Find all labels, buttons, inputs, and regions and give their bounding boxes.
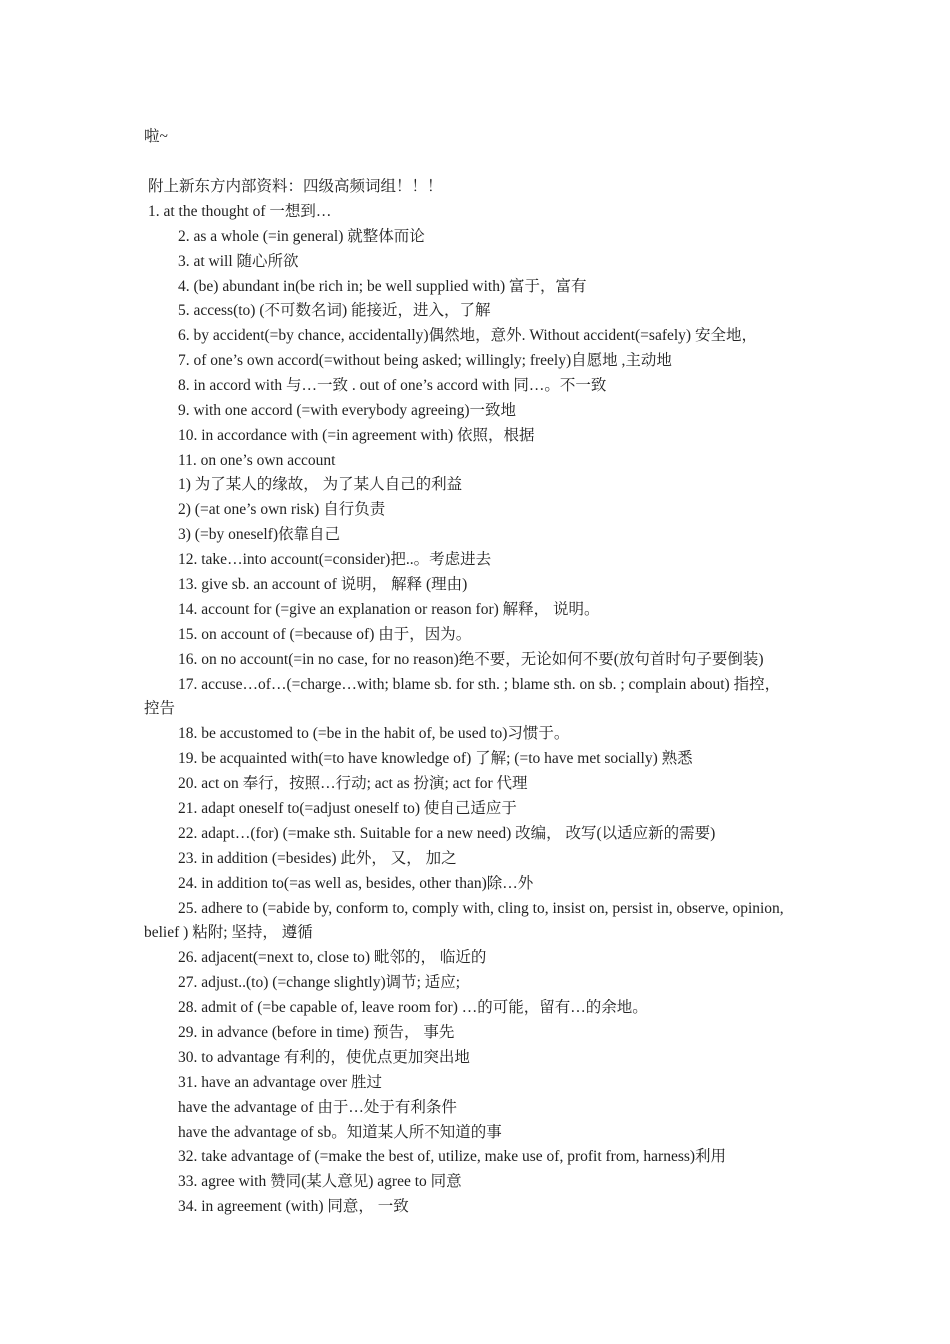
phrase-line-continuation: belief ) 粘附; 坚持， 遵循 — [144, 924, 313, 941]
phrase-line: 28. admit of (=be capable of, leave room for) …的可能，留有…的余地。 — [178, 999, 648, 1016]
phrase-line: 10. in accordance with (=in agreement with) 依照，根据 — [178, 427, 535, 444]
phrase-line: 9. with one accord (=with everybody agreeing)一致地 — [178, 402, 517, 419]
phrase-line: 20. act on 奉行，按照…行动; act as 扮演; act for 代理 — [178, 775, 528, 792]
phrase-line: 32. take advantage of (=make the best of, utilize, make use of, profit from, harness)利用 — [178, 1148, 727, 1165]
phrase-line: 11. on one’s own account — [178, 452, 336, 469]
phrase-line: 2. as a whole (=in general) 就整体而论 — [178, 228, 425, 245]
phrase-line: 30. to advantage 有利的，使优点更加突出地 — [178, 1049, 470, 1066]
phrase-line: 29. in advance (before in time) 预告， 事先 — [178, 1024, 455, 1041]
phrase-line: 33. agree with 赞同(某人意见) agree to 同意 — [178, 1173, 462, 1190]
phrase-line: 21. adapt oneself to(=adjust oneself to) 使自己适应于 — [178, 800, 517, 817]
phrase-line: 19. be acquainted with(=to have knowledge of) 了解; (=to have met socially) 熟悉 — [178, 750, 693, 767]
phrase-line: 31. have an advantage over 胜过 — [178, 1074, 383, 1091]
intro-line: 附上新东方内部资料：四级高频词组！！！ — [148, 178, 443, 195]
phrase-line: 1) 为了某人的缘故， 为了某人自己的利益 — [178, 476, 463, 493]
phrase-line: have the advantage of sb。知道某人所不知道的事 — [178, 1124, 502, 1141]
phrase-line: 12. take…into account(=consider)把..。考虑进去 — [178, 551, 492, 568]
phrase-line: 25. adhere to (=abide by, conform to, comply with, cling to, insist on, persist in, observe, opinion, — [178, 900, 784, 917]
phrase-line: 16. on no account(=in no case, for no reason)绝不要，无论如何不要(放句首时句子要倒装) — [178, 651, 764, 668]
phrase-line: 15. on account of (=because of) 由于，因为。 — [178, 626, 472, 643]
phrase-line: 26. adjacent(=next to, close to) 毗邻的， 临近的 — [178, 949, 487, 966]
phrase-line: 2) (=at one’s own risk) 自行负责 — [178, 501, 386, 518]
phrase-line: 6. by accident(=by chance, accidentally)偶然地，意外. Without accident(=safely) 安全地， — [178, 327, 757, 344]
phrase-line: have the advantage of 由于…处于有利条件 — [178, 1099, 457, 1116]
phrase-line: 14. account for (=give an explanation or reason for) 解释， 说明。 — [178, 601, 600, 618]
phrase-line: 5. access(to) (不可数名词) 能接近，进入，了解 — [178, 302, 491, 319]
phrase-line: 24. in addition to(=as well as, besides, other than)除…外 — [178, 875, 534, 892]
phrase-line: 17. accuse…of…(=charge…with; blame sb. for sth. ; blame sth. on sb. ; complain about) 指控， — [178, 676, 781, 693]
phrase-line: 3. at will 随心所欲 — [178, 253, 299, 270]
phrase-line: 13. give sb. an account of 说明， 解释 (理由) — [178, 576, 468, 593]
phrase-line: 8. in accord with 与…一致 . out of one’s accord with 同…。不一致 — [178, 377, 607, 394]
phrase-line: 1. at the thought of 一想到… — [148, 203, 332, 220]
phrase-line: 34. in agreement (with) 同意， 一致 — [178, 1198, 409, 1215]
phrase-line: 23. in addition (=besides) 此外， 又， 加之 — [178, 850, 457, 867]
phrase-line: 3) (=by oneself)依靠自己 — [178, 526, 340, 543]
phrase-line: 27. adjust..(to) (=change slightly)调节; 适应; — [178, 974, 461, 991]
phrase-line-continuation: 控告 — [144, 700, 176, 717]
phrase-line: 7. of one’s own accord(=without being asked; willingly; freely)自愿地 ,主动地 — [178, 352, 672, 369]
greeting-line: 啦~ — [144, 128, 168, 145]
phrase-line: 4. (be) abundant in(be rich in; be well supplied with) 富于，富有 — [178, 278, 587, 295]
phrase-line: 18. be accustomed to (=be in the habit of, be used to)习惯于。 — [178, 725, 570, 742]
phrase-line: 22. adapt…(for) (=make sth. Suitable for a new need) 改编， 改写(以适应新的需要) — [178, 825, 716, 842]
